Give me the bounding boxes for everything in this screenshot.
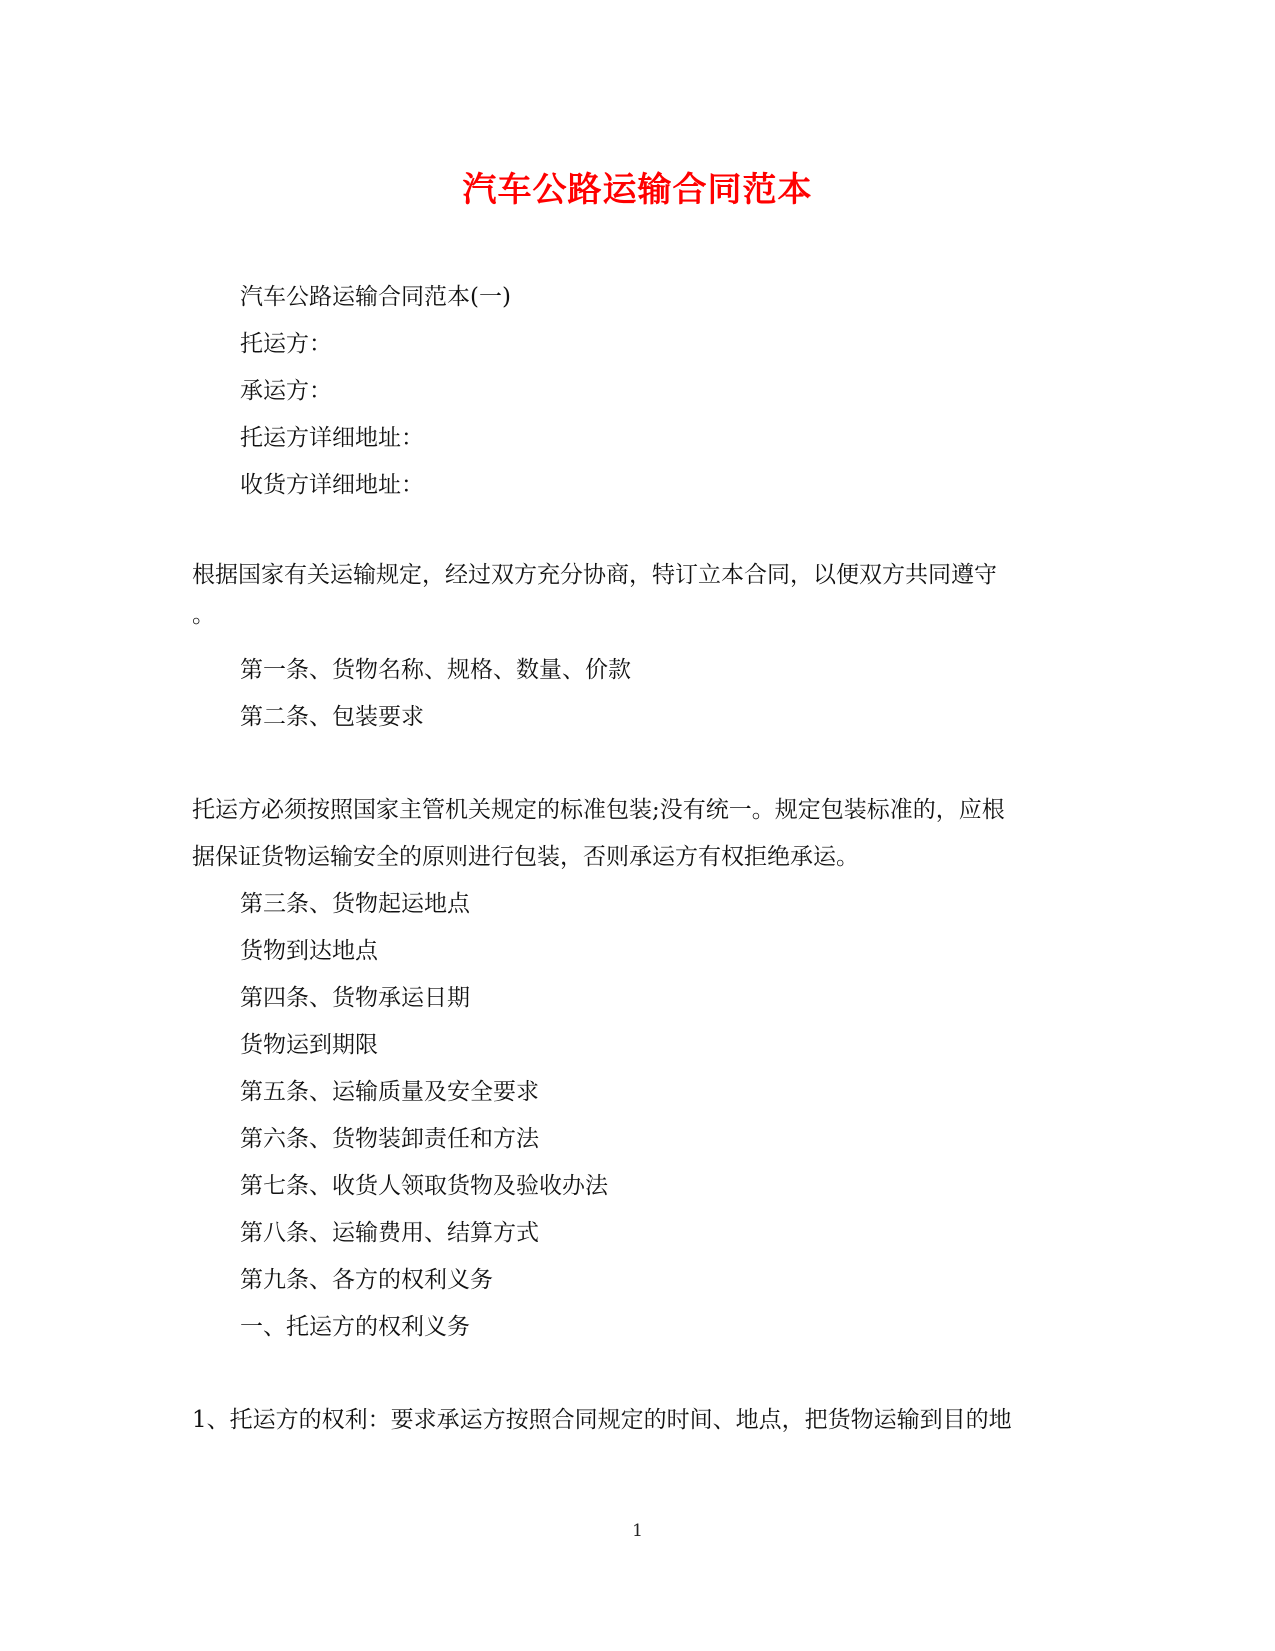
article-heading: 第二条、包装要求 bbox=[240, 704, 424, 730]
article-heading: 第一条、货物名称、规格、数量、价款 bbox=[240, 657, 631, 683]
preamble-paragraph-line: 根据国家有关运输规定，经过双方充分协商，特订立本合同，以便双方共同遵守 bbox=[192, 562, 997, 588]
article-line: 货物到达地点 bbox=[240, 938, 378, 964]
rights-paragraph-line: 1、托运方的权利：要求承运方按照合同规定的时间、地点，把货物运输到目的地 bbox=[192, 1407, 1012, 1433]
article-heading: 第五条、运输质量及安全要求 bbox=[240, 1079, 539, 1105]
article-heading: 第八条、运输费用、结算方式 bbox=[240, 1220, 539, 1246]
packaging-paragraph-line: 托运方必须按照国家主管机关规定的标准包装;没有统一。规定包装标准的，应根 bbox=[192, 797, 1005, 823]
subtitle-line: 汽车公路运输合同范本(一) bbox=[240, 284, 511, 310]
shipper-address-field: 托运方详细地址： bbox=[240, 425, 424, 451]
article-heading: 第七条、收货人领取货物及验收办法 bbox=[240, 1173, 608, 1199]
section-heading: 一、托运方的权利义务 bbox=[240, 1314, 470, 1340]
article-heading: 第四条、货物承运日期 bbox=[240, 985, 470, 1011]
page-number: 1 bbox=[632, 1521, 643, 1541]
article-heading: 第三条、货物起运地点 bbox=[240, 891, 470, 917]
article-heading: 第九条、各方的权利义务 bbox=[240, 1267, 493, 1293]
article-heading: 第六条、货物装卸责任和方法 bbox=[240, 1126, 539, 1152]
carrier-field: 承运方： bbox=[240, 378, 332, 404]
consignee-address-field: 收货方详细地址： bbox=[240, 472, 424, 498]
shipper-field: 托运方： bbox=[240, 331, 332, 357]
preamble-paragraph-line: 。 bbox=[192, 602, 215, 628]
article-line: 货物运到期限 bbox=[240, 1032, 378, 1058]
packaging-paragraph-line: 据保证货物运输安全的原则进行包装，否则承运方有权拒绝承运。 bbox=[192, 844, 859, 870]
document-title: 汽车公路运输合同范本 bbox=[462, 170, 813, 210]
